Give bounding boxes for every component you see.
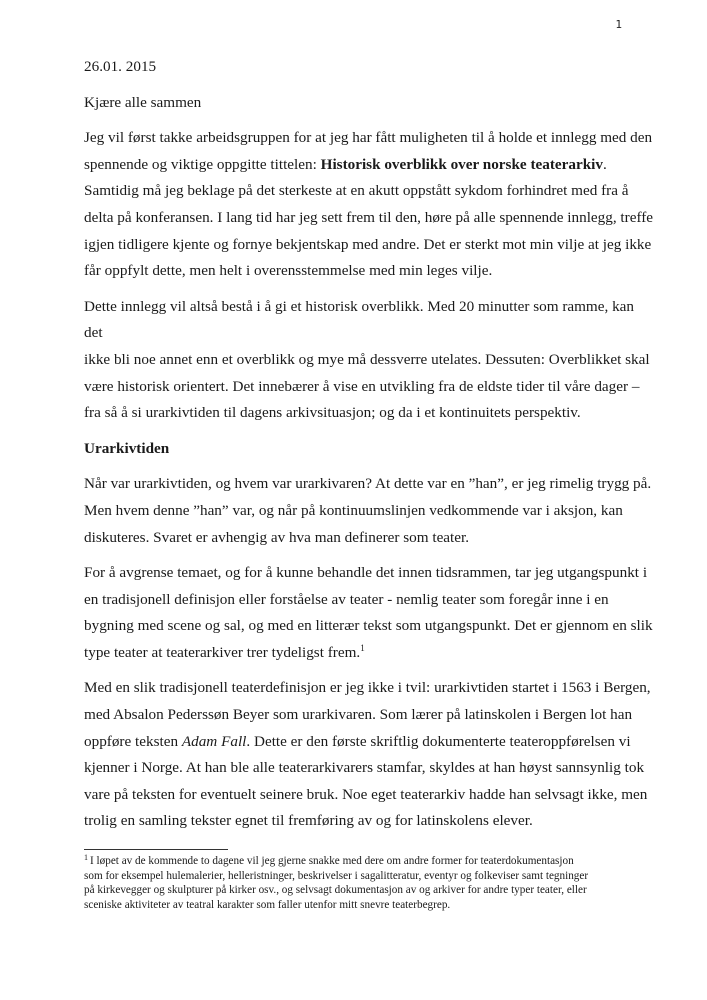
text-fragment: type teater at teaterarkiver trer tydeligst frem. <box>84 643 361 661</box>
text-line: Dette innlegg vil altså bestå i å gi et historisk overblikk. Med 20 minutter som ramme, kan det <box>84 297 635 342</box>
text-line: være historisk orientert. Det innebærer å vise en utvikling fra de eldste tider til våre dager – <box>84 377 640 395</box>
text-line <box>84 729 654 756</box>
talk-title: Historisk overblikk over norske teaterarkiv <box>320 155 603 173</box>
footnotes <box>84 854 654 912</box>
text-line: Når var urarkivtiden, og hvem var urarkivaren? At dette var en ”han”, er jeg rimelig trygg på. <box>84 475 652 493</box>
footnote-line <box>84 854 654 869</box>
play-title: Adam Fall <box>181 732 247 750</box>
letter-greeting: Kjære alle sammen <box>84 93 202 111</box>
paragraph-definition <box>84 560 654 666</box>
text-line: trolig en samling tekster egnet til fremføring av og for latinskolens elever. <box>84 812 533 830</box>
text-fragment: I løpet av de kommende to dagene vil jeg gjerne snakke med dere om andre former for teaterdokumentasjon <box>90 855 574 868</box>
text-line: igjen tidligere kjente og fornye bekjentskap med andre. Det er sterkt mot min vilje at jeg ikke <box>84 235 652 253</box>
text-fragment: oppføre teksten <box>84 732 182 750</box>
section-heading: Urarkivtiden <box>84 439 170 457</box>
paragraph-origin <box>84 675 654 835</box>
text-line: Jeg vil først takke arbeidsgruppen for at jeg har fått muligheten til å holde et innlegg med den <box>84 129 653 147</box>
text-line: Men hvem denne ”han” var, og når på kontinuumslinjen vedkommende var i aksjon, kan <box>84 501 623 519</box>
paragraph-overview <box>84 294 654 427</box>
text-line: med Absalon Pederssøn Beyer som urarkivaren. Som lærer på latinskolen i Bergen lot han <box>84 706 633 724</box>
text-line <box>84 152 654 179</box>
footnote-separator <box>84 849 228 850</box>
text-fragment: spennende og viktige oppgitte tittelen: <box>84 155 321 173</box>
text-line: får oppfylt dette, men helt i overensstemmelse med min leges vilje. <box>84 262 493 280</box>
text-line <box>84 640 654 667</box>
footnote-mark: 1 <box>84 853 88 863</box>
text-fragment: . <box>602 155 607 173</box>
paragraph-question <box>84 471 654 551</box>
paragraph-intro <box>84 125 654 285</box>
letter-body <box>84 54 654 835</box>
text-line: ikke bli noe annet enn et overblikk og mye må dessverre utelates. Dessuten: Overblikket skal <box>84 350 650 368</box>
text-line: For å avgrense temaet, og for å kunne behandle det innen tidsrammen, tar jeg utgangspunkt i <box>84 564 648 582</box>
footnote-line: på kirkevegger og skulpturer på kirker osv., og selvsagt dokumentasjon av og arkiver for andre typer teater, eller <box>84 884 587 897</box>
page-number: 1 <box>615 18 622 31</box>
text-line: bygning med scene og sal, og med en litterær tekst som utgangspunkt. Det er gjennom en slik <box>84 617 653 635</box>
text-line: en tradisjonell definisjon eller forståelse av teater - nemlig teater som foregår inne i en <box>84 590 609 608</box>
text-line: diskuteres. Svaret er avhengig av hva man definerer som teater. <box>84 528 470 546</box>
text-line: vare på teksten for eventuelt seinere bruk. Noe eget teaterarkiv hadde han selvsagt ikke, men <box>84 785 648 803</box>
text-line: Samtidig må jeg beklage på det sterkeste at en akutt oppstått sykdom forhindret med fra å <box>84 182 629 200</box>
footnote-line: sceniske aktiviteter av teatral karakter som faller utenfor mitt snevre teaterbegrep. <box>84 898 451 911</box>
letter-date: 26.01. 2015 <box>84 58 157 75</box>
text-line: delta på konferansen. I lang tid har jeg sett frem til den, høre på alle spennende innlegg, treffe <box>84 208 654 226</box>
footnote-reference[interactable]: 1 <box>360 642 365 653</box>
footnote-line: som for eksempel hulemalerier, helleristninger, beskrivelser i sagalitteratur, eventyr og folkeviser samt tegninger <box>84 869 589 882</box>
text-line: Med en slik tradisjonell teaterdefinisjon er jeg ikke i tvil: urarkivtiden startet i 1563 i Bergen, <box>84 679 651 697</box>
text-line: fra så å si urarkivtiden til dagens arkivsituasjon; og da i et kontinuitets perspektiv. <box>84 404 581 422</box>
text-fragment: . Dette er den første skriftlig dokumenterte teateroppførelsen vi <box>246 732 631 750</box>
footnote-1 <box>84 854 654 912</box>
text-line: kjenner i Norge. At han ble alle teaterarkivarers stamfar, skyldes at han høyst sannsynlig tok <box>84 759 645 777</box>
